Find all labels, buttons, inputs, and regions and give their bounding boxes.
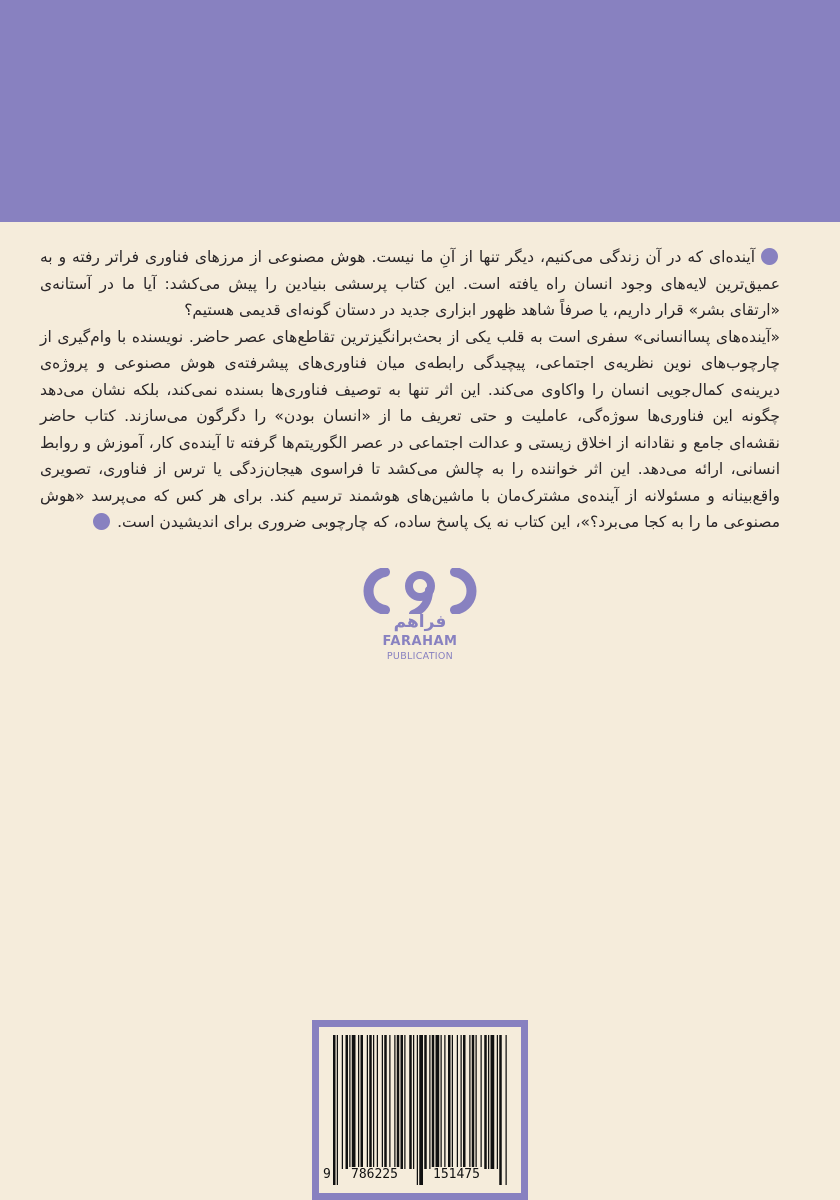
barcode-bar (361, 1035, 364, 1169)
barcode-bar (429, 1035, 430, 1169)
bullet-dot-icon (761, 248, 778, 265)
barcode-bar (441, 1035, 442, 1169)
barcode-bar (404, 1035, 405, 1169)
publisher-logo (342, 568, 498, 678)
barcode-bar (506, 1035, 507, 1185)
barcode-bar (448, 1035, 451, 1169)
barcode-panel (319, 1027, 521, 1193)
barcode-bar (476, 1035, 477, 1169)
barcode-bar (394, 1035, 395, 1169)
barcode-bar (342, 1035, 343, 1169)
barcode-bar (413, 1035, 414, 1169)
barcode-bar (333, 1035, 336, 1185)
barcode-bar (409, 1035, 412, 1169)
isbn-right-group: 151475 (433, 1167, 480, 1182)
end-dot-icon (93, 513, 110, 530)
barcode-bar (444, 1035, 445, 1169)
barcode-bar (463, 1035, 466, 1169)
back-cover-blurb (40, 244, 780, 536)
publisher-name-english: FARAHAM (382, 634, 458, 649)
barcode-bar (384, 1035, 387, 1169)
barcode-bar (424, 1035, 427, 1169)
barcode-bar (346, 1035, 349, 1169)
top-color-band (0, 0, 840, 222)
barcode-bar (419, 1035, 423, 1185)
barcode-bar (488, 1035, 489, 1169)
publisher-logo-mark-icon (359, 568, 481, 614)
publisher-name-persian: فراهم (393, 612, 447, 632)
barcode-bar (432, 1035, 435, 1169)
isbn-first-digit: 9 (323, 1167, 331, 1182)
barcode-bar (377, 1035, 378, 1169)
barcode-bar (417, 1035, 418, 1185)
barcode-bar (397, 1035, 400, 1169)
isbn-left-group: 786225 (351, 1167, 398, 1182)
blurb-paragraph-1 (40, 244, 780, 324)
barcode-bar (367, 1035, 368, 1169)
blurb-paragraph-2 (40, 324, 780, 536)
isbn-number (319, 1167, 521, 1187)
publisher-subtitle: PUBLICATION (386, 651, 454, 662)
barcode-frame (312, 1020, 528, 1200)
barcode-bar (436, 1035, 440, 1169)
barcode-bar (457, 1035, 458, 1169)
barcode-bar (337, 1035, 338, 1185)
barcode-bar (472, 1035, 475, 1169)
barcode-bar (461, 1035, 462, 1169)
barcode-bar (369, 1035, 372, 1169)
barcode-bar (401, 1035, 404, 1169)
barcode-bar (497, 1035, 498, 1169)
barcode-bar (349, 1035, 350, 1169)
barcode-bar (481, 1035, 482, 1169)
barcode-bar (469, 1035, 470, 1169)
barcode-bar (491, 1035, 495, 1169)
blurb-paragraph-1-text: آینده‌ای که در آن زندگی می‌کنیم، دیگر تنها از آنِ ما نیست. هوش مصنوعی از مرزهای فناوری فراتر رفته و به عمیق‌ترین لایه‌های وجود انسان راه یافته است. این کتاب پرسشی بنیادین را پیش می‌کشد: آیا ما در آستانه‌ی «ارتقای بشر» قرار داریم، یا صرفاً شاهد ظهور ابزاری جدید در دستان گونه‌ای قدیمی هستیم؟ (40, 248, 780, 319)
blurb-paragraph-2-text: «آینده‌های پساانسانی» سفری است به قلب یکی از بحث‌برانگیزترین تقاطع‌های عصر حاضر. نویسنده با وام‌گیری از چارچوب‌های نوین نظریه‌ی اجتماعی، پیچیدگی رابطه‌ی میان فناوری‌های پیشرفته‌ی هوش مصنوعی و پروژه‌ی دیرینه‌ی کمال‌جویی انسان را واکاوی می‌کند. این اثر تنها به توصیف فناوری‌ها بسنده نمی‌کند، بلکه نشان می‌دهد چگونه این فناوری‌ها سوژه‌گی، عاملیت و حتی تعریف ما از «انسان بودن» را دگرگون می‌سازند. کتاب حاضر نقشه‌ای جامع و نقادانه از اخلاق زیستی و عدالت اجتماعی در عصر الگوریتم‌ها گرفته تا آینده‌ی کار، آموزش و روابط انسانی، ارائه می‌دهد. این اثر خواننده را به چالش می‌کشد تا فراسوی هیجان‌زدگی یا ترس از فناوری، تصویری واقع‌بینانه و مسئولانه از آینده‌ی مشترک‌مان با ماشین‌های هوشمند ترسیم کند. برای هر کس که می‌پرسد «هوش مصنوعی ما را به کجا می‌برد؟»، این کتاب نه یک پاسخ ساده، که چارچوبی ضروری برای اندیشیدن است. (40, 327, 780, 531)
barcode-bar (499, 1035, 502, 1185)
barcode-bar (352, 1035, 356, 1169)
barcode-bar (358, 1035, 359, 1169)
barcode-bar (389, 1035, 390, 1169)
barcode-bar (452, 1035, 453, 1169)
barcode-bar (484, 1035, 487, 1169)
barcode-bar (382, 1035, 383, 1169)
barcode-bar (373, 1035, 374, 1169)
isbn-barcode (329, 1035, 511, 1185)
